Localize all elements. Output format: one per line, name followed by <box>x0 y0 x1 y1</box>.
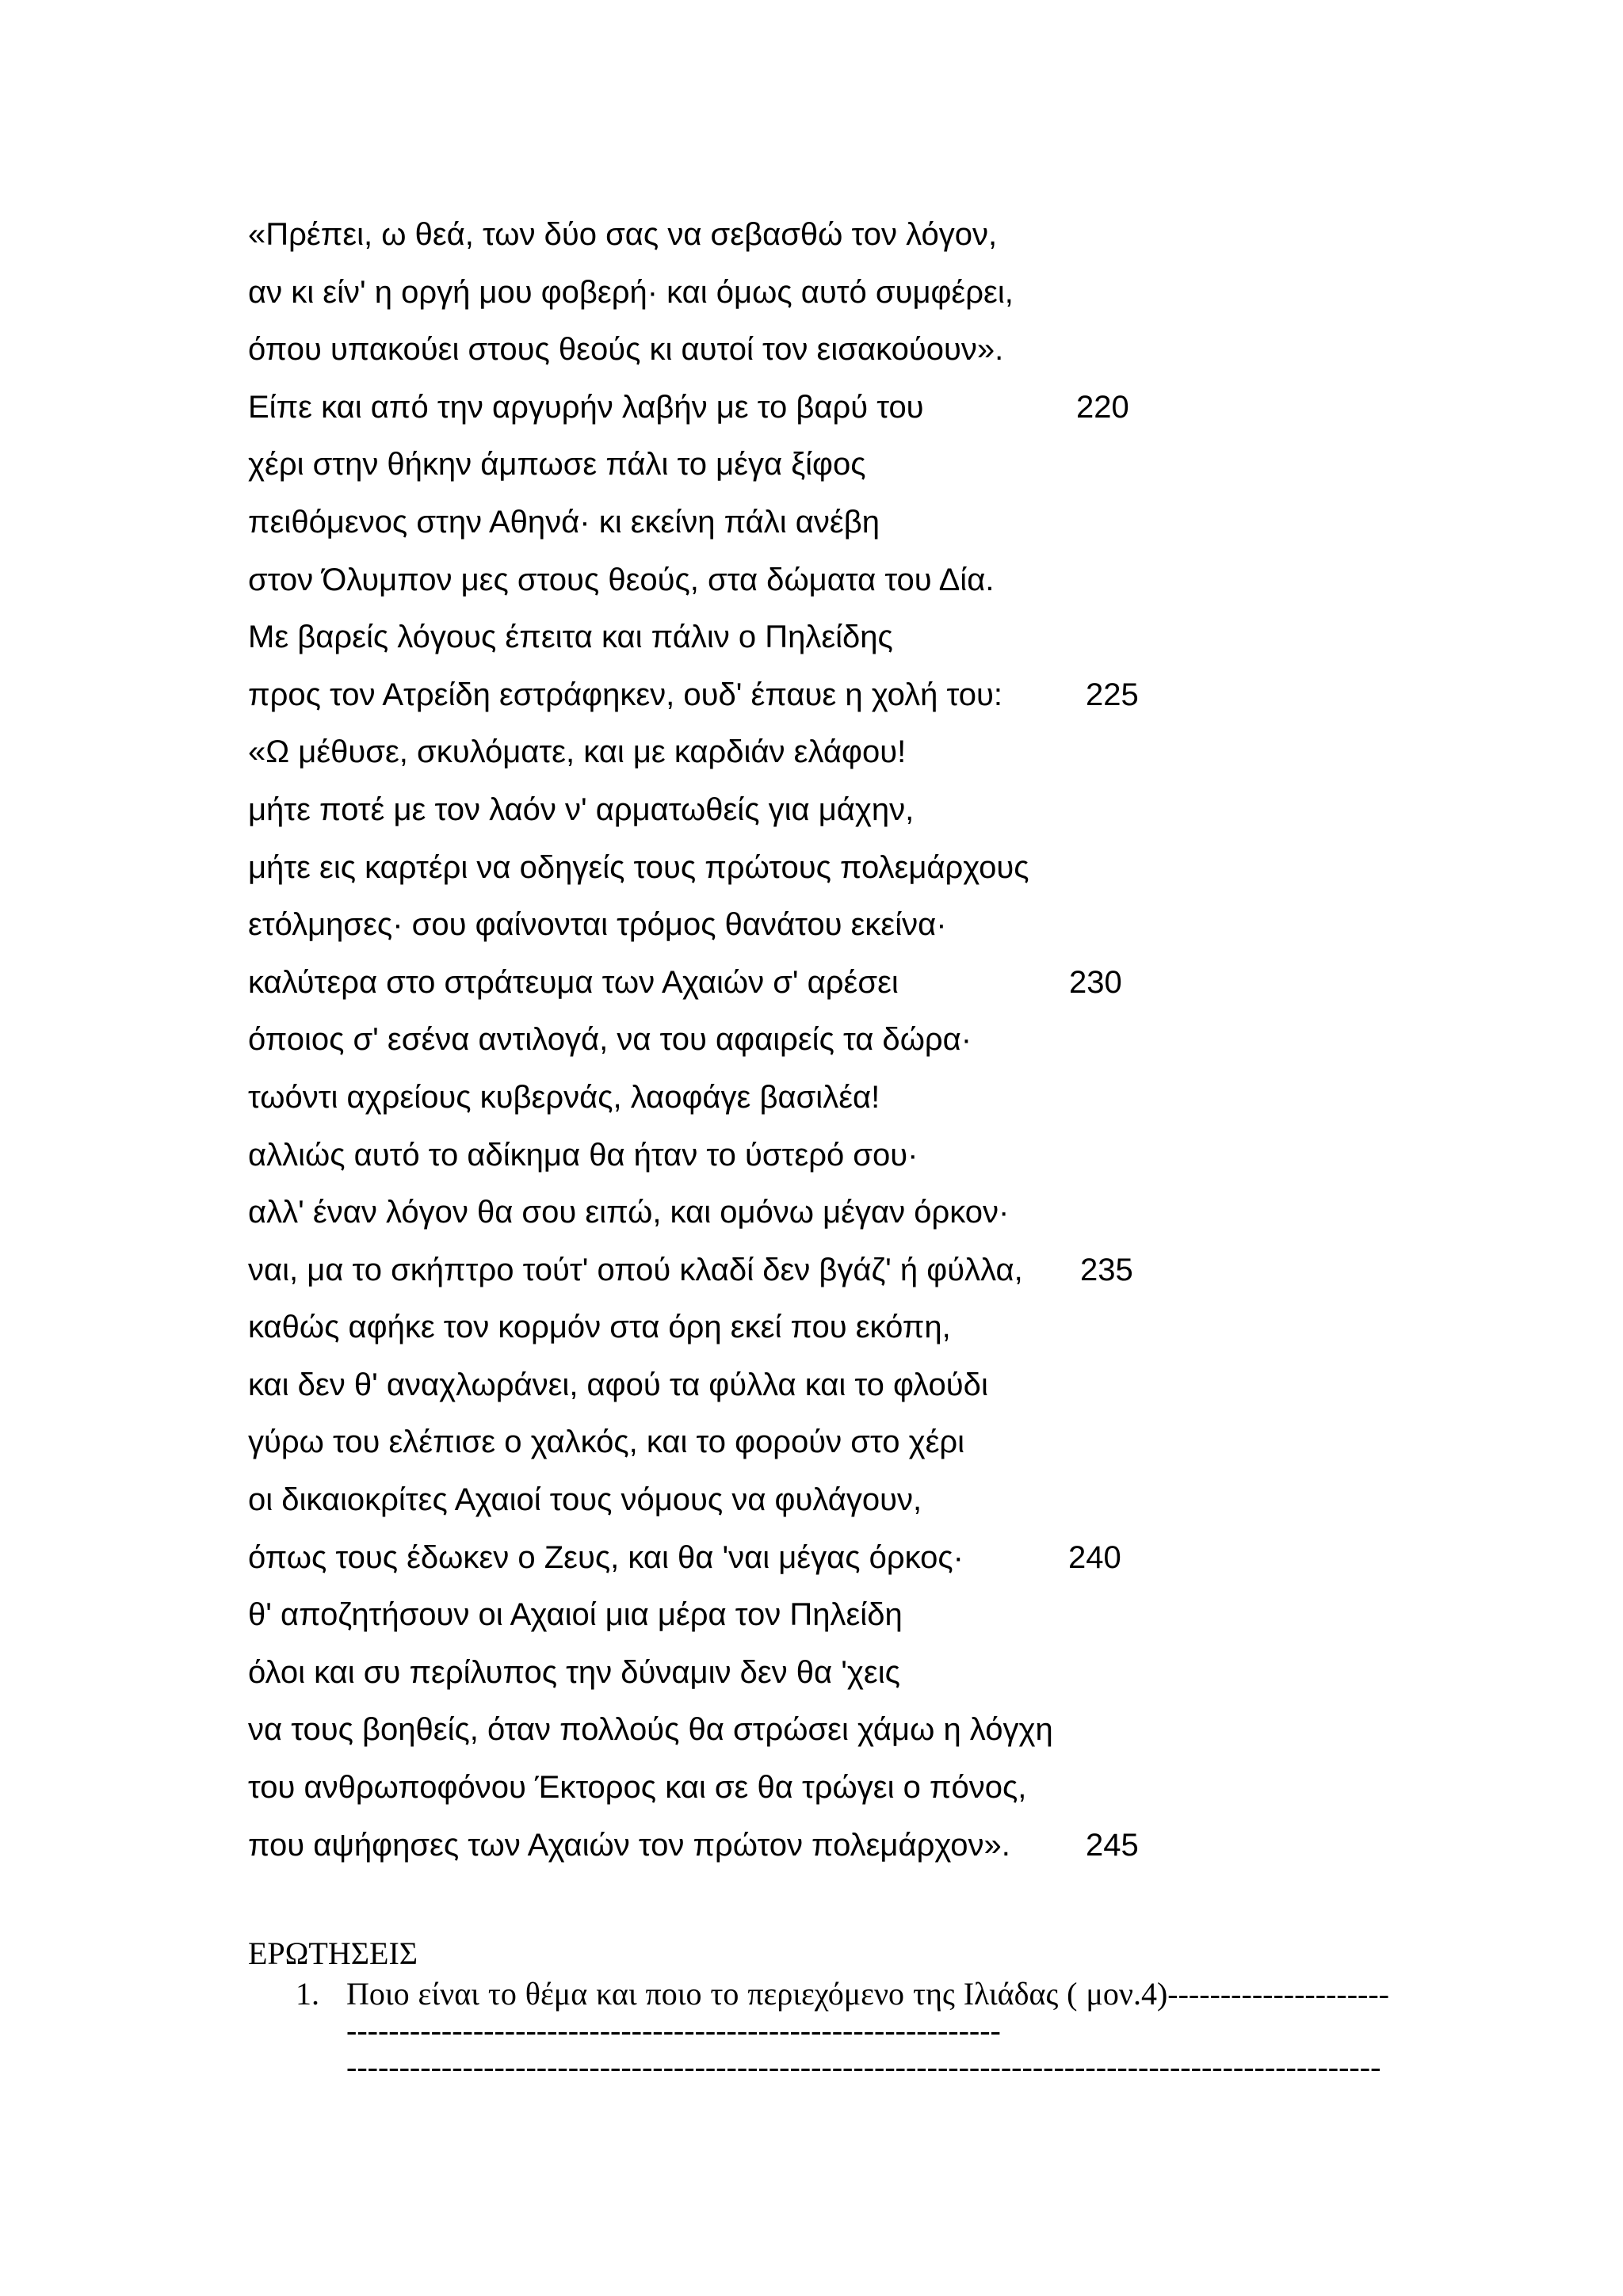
verse-text: Είπε και από την αργυρήν λαβήν με το βαρύ του <box>248 389 924 425</box>
verse-line <box>248 845 1437 903</box>
verse-text: καθώς αφήκε τον κορμόν στα όρη εκεί που εκόπη, <box>248 1310 951 1345</box>
verse-number: 235 <box>1080 1252 1133 1287</box>
verse-text: αλλιώς αυτό το αδίκημα θα ήταν το ύστερό σου· <box>248 1137 918 1173</box>
verse-text: όλοι και συ περίλυπος την δύναμιν δεν θα 'χεις <box>248 1654 900 1690</box>
verse-line <box>248 212 1437 270</box>
question-text: Ποιο είναι το θέμα και ποιο το περιεχόμενο της Ιλιάδας ( μον.4)----------------------------------------------------------------------------------- <box>346 1976 1389 2048</box>
verse-line <box>248 558 1437 616</box>
verse-text: όπως τους έδωκεν ο Ζευς, και θα 'ναι μέγας όρκος· <box>248 1539 964 1575</box>
verse-text: όποιος σ' εσένα αντιλογά, να του αφαιρείς τα δώρα· <box>248 1022 972 1058</box>
verse-line <box>248 1133 1437 1191</box>
verse-line <box>248 1017 1437 1075</box>
verse-number: 240 <box>1068 1539 1121 1575</box>
verse-line <box>248 1707 1437 1765</box>
verse-text: που αψήφησες των Αχαιών τον πρώτον πολεμάρχον». <box>248 1827 1010 1863</box>
verse-line <box>248 385 1437 443</box>
verse-line <box>248 1650 1437 1708</box>
verse-line <box>248 902 1437 960</box>
verse-text: οι δικαιοκρίτες Αχαιοί τους νόμους να φυλάγουν, <box>248 1482 922 1518</box>
verse-number: 225 <box>1086 677 1139 712</box>
verse-text: στον Όλυμπον μες στους θεούς, στα δώματα του Δία. <box>248 562 995 597</box>
poem-text <box>248 212 1437 1880</box>
question-number: 1. <box>296 1976 319 2012</box>
verse-text: του ανθρωποφόνου Έκτορος και σε θα τρώγει ο πόνος, <box>248 1770 1027 1806</box>
verse-line <box>248 615 1437 673</box>
verse-line <box>248 1765 1437 1823</box>
verse-text: θ' αποζητήσουν οι Αχαιοί μια μέρα τον Πηλείδη <box>248 1597 903 1633</box>
verse-text: καλύτερα στο στράτευμα των Αχαιών σ' αρέσει <box>248 964 899 1000</box>
verse-line <box>248 1823 1437 1881</box>
answer-line: -------------------------------------------------------------------------------------------------- <box>346 2049 1381 2084</box>
verse-text: ναι, μα το σκήπτρο τούτ' οπού κλαδί δεν βγάζ' ή φύλλα, <box>248 1252 1023 1287</box>
verse-line <box>248 1248 1437 1306</box>
verse-text: προς τον Ατρείδη εστράφηκεν, ουδ' έπαυε η χολή του: <box>248 677 1002 712</box>
verse-line <box>248 327 1437 385</box>
verse-text: όπου υπακούει στους θεούς κι αυτοί τον εισακούουν». <box>248 332 1004 368</box>
verse-number: 230 <box>1069 964 1122 1000</box>
verse-line <box>248 730 1437 788</box>
verse-text: χέρι στην θήκην άμπωσε πάλι το μέγα ξίφος <box>248 447 875 482</box>
verse-text: αλλ' έναν λόγον θα σου ειπώ, και ομόνω μέγαν όρκον· <box>248 1195 1010 1230</box>
verse-line <box>248 1478 1437 1535</box>
verse-text: ετόλμησες· σου φαίνονται τρόμος θανάτου εκείνα· <box>248 907 947 943</box>
verse-line <box>248 788 1437 845</box>
verse-line <box>248 1190 1437 1248</box>
verse-line <box>248 1420 1437 1478</box>
questions-heading: ΕΡΩΤΗΣΕΙΣ <box>248 1936 418 1971</box>
questions-section <box>248 1932 1389 2085</box>
verse-text: μήτε εις καρτέρι να οδηγείς τους πρώτους πολεμάρχους <box>248 849 1029 885</box>
verse-text: «Πρέπει, ω θεά, των δύο σας να σεβασθώ τον λόγον, <box>248 217 998 252</box>
verse-line <box>248 500 1437 558</box>
verse-line <box>248 270 1437 328</box>
verse-line <box>248 1075 1437 1133</box>
question-item <box>248 1976 1389 2085</box>
verse-line <box>248 960 1437 1018</box>
verse-text: να τους βοηθείς, όταν πολλούς θα στρώσει χάμω η λόγχη <box>248 1712 1053 1748</box>
verse-line <box>248 1363 1437 1421</box>
verse-text: και δεν θ' αναχλωράνει, αφού τα φύλλα και το φλούδι <box>248 1367 988 1402</box>
verse-number: 245 <box>1086 1827 1139 1863</box>
verse-line <box>248 1535 1437 1593</box>
verse-line <box>248 442 1437 500</box>
verse-line <box>248 1305 1437 1363</box>
verse-text: τωόντι αχρείους κυβερνάς, λαοφάγε βασιλέα! <box>248 1079 880 1115</box>
verse-text: «Ω μέθυσε, σκυλόματε, και με καρδιάν ελάφου! <box>248 734 907 770</box>
verse-text: γύρω του ελέπισε ο χαλκός, και το φορούν στο χέρι <box>248 1425 965 1460</box>
verse-line <box>248 673 1437 730</box>
verse-text: αν κι είν' η οργή μου φοβερή· και όμως αυτό συμφέρει, <box>248 274 1014 310</box>
verse-text: μήτε ποτέ με τον λαόν ν' αρματωθείς για μάχην, <box>248 791 915 827</box>
verse-number: 220 <box>1076 389 1129 425</box>
verse-line <box>248 1592 1437 1650</box>
verse-text: πειθόμενος στην Αθηνά· κι εκείνη πάλι ανέβη <box>248 504 880 540</box>
verse-text: Με βαρείς λόγους έπειτα και πάλιν ο Πηλείδης <box>248 620 893 655</box>
